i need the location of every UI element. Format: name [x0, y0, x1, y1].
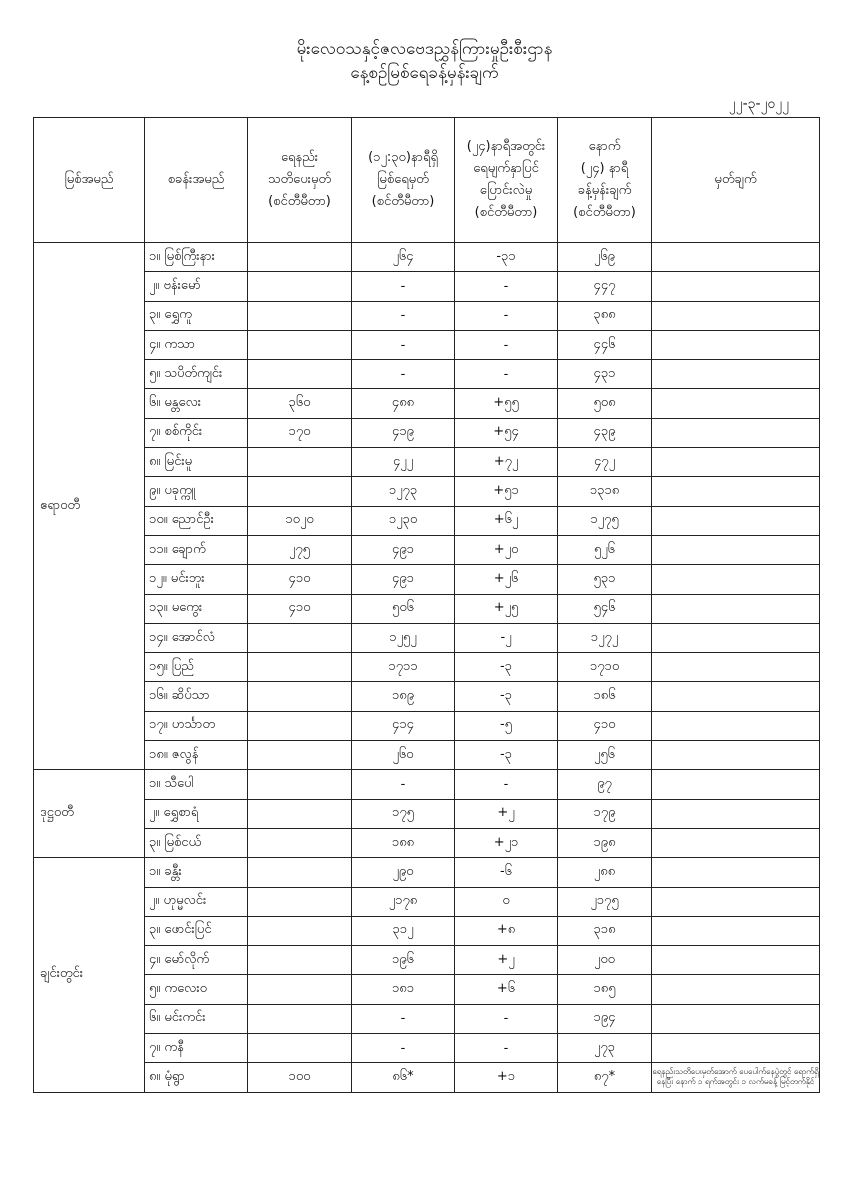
- danger-level: [248, 946, 352, 975]
- station-name: ၁၄။ အောင်လံ: [145, 623, 248, 652]
- remark-cell: [652, 243, 820, 272]
- header-remarks: မှတ်ချက်: [652, 118, 820, 243]
- forecast-level: ၉၇: [558, 770, 652, 799]
- river-name: ဒုဋ္ဌဝတီ: [34, 770, 145, 858]
- danger-level: [248, 448, 352, 477]
- forecast-level: ၄၁၀: [558, 711, 652, 740]
- forecast-level: ၁၉၄: [558, 1004, 652, 1033]
- remark-cell: [652, 711, 820, 740]
- danger-level: ၂၇၅: [248, 535, 352, 564]
- forecast-level: ၅၃၁: [558, 565, 652, 594]
- table-row: [34, 272, 820, 301]
- station-name: ၁၂။ မင်းဘူး: [145, 565, 248, 594]
- table-row: [34, 565, 820, 594]
- table-row: [34, 1034, 820, 1063]
- forecast-level: ၁၂၇၅: [558, 506, 652, 535]
- forecast-level: ၂၇၃: [558, 1034, 652, 1063]
- current-level: ၄၁၄: [352, 711, 455, 740]
- level-change: +၅၁: [455, 477, 558, 506]
- remark-cell: [652, 330, 820, 359]
- table-row: [34, 1004, 820, 1033]
- current-level: -: [352, 360, 455, 389]
- danger-level: ၄၁၀: [248, 565, 352, 594]
- current-level: ၁၂၃၀: [352, 506, 455, 535]
- station-name: ၃။ ရွှေကူ: [145, 301, 248, 330]
- danger-level: [248, 330, 352, 359]
- level-change: +၂: [455, 946, 558, 975]
- table-row: [34, 301, 820, 330]
- river-name: ဧရာဝတီ: [34, 243, 145, 770]
- station-name: ၁၃။ မကွေး: [145, 594, 248, 623]
- forecast-level: ၁၇၁၀: [558, 653, 652, 682]
- danger-level: [248, 1004, 352, 1033]
- table-row: [34, 389, 820, 418]
- level-change: +၂၅: [455, 594, 558, 623]
- station-name: ၁၁။ ချောက်: [145, 535, 248, 564]
- level-change: -၃: [455, 682, 558, 711]
- station-name: ၂။ ဗန်းမော်: [145, 272, 248, 301]
- current-level: -: [352, 1034, 455, 1063]
- danger-level: [248, 711, 352, 740]
- current-level: ၂၆၄: [352, 243, 455, 272]
- table-row: [34, 448, 820, 477]
- current-level: -: [352, 770, 455, 799]
- level-change: +၁: [455, 1063, 558, 1092]
- current-level: ၁၂၅၂: [352, 623, 455, 652]
- header-change: (၂၄)နာရီအတွင်း ရေမျက်နှာပြင် ပြောင်းလဲမှု (စင်တီမီတာ): [455, 118, 558, 243]
- danger-level: ၃၆၀: [248, 389, 352, 418]
- remark-cell: [652, 828, 820, 857]
- station-name: ၅။ သပိတ်ကျင်း: [145, 360, 248, 389]
- remark-cell: [652, 535, 820, 564]
- current-level: ၁၉၆: [352, 946, 455, 975]
- danger-level: [248, 828, 352, 857]
- forecast-level: ၃၁၈: [558, 916, 652, 945]
- danger-level: [248, 272, 352, 301]
- current-level: ၅၀၆: [352, 594, 455, 623]
- level-change: -၃၁: [455, 243, 558, 272]
- station-name: ၁၇။ ဟင်္သာတ: [145, 711, 248, 740]
- current-level: ၈၆*: [352, 1063, 455, 1092]
- report-date: ၂၂-၃-၂၀၂၂: [728, 96, 790, 112]
- header-danger-level: ရေနည်း သတိပေးမှတ် (စင်တီမီတာ): [248, 118, 352, 243]
- station-name: ၇။ စစ်ကိုင်း: [145, 418, 248, 447]
- current-level: -: [352, 330, 455, 359]
- forecast-level: ၂၈၈: [558, 858, 652, 887]
- level-change: -: [455, 330, 558, 359]
- remark-cell: [652, 887, 820, 916]
- danger-level: [248, 477, 352, 506]
- table-row: [34, 653, 820, 682]
- remark-cell: [652, 565, 820, 594]
- level-change: +၅၄: [455, 418, 558, 447]
- table-row: [34, 594, 820, 623]
- station-name: ၉။ ပခုက္ကူ: [145, 477, 248, 506]
- station-name: ၄။ ကသာ: [145, 330, 248, 359]
- level-change: -၆: [455, 858, 558, 887]
- level-change: +၆: [455, 975, 558, 1004]
- forecast-level: ၃၈၈: [558, 301, 652, 330]
- table-row: [34, 916, 820, 945]
- forecast-level: ၅၄၆: [558, 594, 652, 623]
- level-change: -၅: [455, 711, 558, 740]
- remark-cell: [652, 682, 820, 711]
- level-change: -၃: [455, 741, 558, 770]
- remark-cell: [652, 946, 820, 975]
- station-name: ၁၆။ ဆိပ်သာ: [145, 682, 248, 711]
- remark-cell: [652, 1004, 820, 1033]
- current-level: ၄၁၉: [352, 418, 455, 447]
- level-change: +၈: [455, 916, 558, 945]
- level-change: ၀: [455, 887, 558, 916]
- forecast-level: ၁၉၈: [558, 828, 652, 857]
- forecast-level: ၅၀၈: [558, 389, 652, 418]
- station-name: ၁။ ခန္တီး: [145, 858, 248, 887]
- current-level: ၁၈၈: [352, 828, 455, 857]
- level-change: +၅၅: [455, 389, 558, 418]
- danger-level: [248, 682, 352, 711]
- header-station: စခန်းအမည်: [145, 118, 248, 243]
- danger-level: [248, 770, 352, 799]
- level-change: +၆၂: [455, 506, 558, 535]
- level-change: -: [455, 272, 558, 301]
- header-forecast: နောက် (၂၄) နာရီ ခန့်မှန်းချက် (စင်တီမီတာ): [558, 118, 652, 243]
- forecast-level: ၁၇၉: [558, 799, 652, 828]
- station-name: ၆။ မင်းကင်း: [145, 1004, 248, 1033]
- danger-level: ၁၀၂၀: [248, 506, 352, 535]
- danger-level: ၁၇၀: [248, 418, 352, 447]
- station-name: ၃။ မြစ်ငယ်: [145, 828, 248, 857]
- level-change: +၂: [455, 799, 558, 828]
- station-name: ၈။ မုံရွာ: [145, 1063, 248, 1092]
- current-level: -: [352, 1004, 455, 1033]
- forecast-level: ၂၀၀: [558, 946, 652, 975]
- table-row: [34, 506, 820, 535]
- station-name: ၈။ မြင်းမူ: [145, 448, 248, 477]
- table-row: [34, 828, 820, 857]
- remark-cell: [652, 799, 820, 828]
- danger-level: [248, 887, 352, 916]
- station-name: ၁။ သီပေါ: [145, 770, 248, 799]
- current-level: ၄၉၁: [352, 565, 455, 594]
- level-change: +၂၀: [455, 535, 558, 564]
- danger-level: [248, 623, 352, 652]
- forecast-level: ၄၃၁: [558, 360, 652, 389]
- header-current-level: (၁၂:၃၀)နာရီရှိ မြစ်ရေမှတ် (စင်တီမီတာ): [352, 118, 455, 243]
- forecast-level: ၂၅၆: [558, 741, 652, 770]
- table-row: [34, 858, 820, 887]
- forecast-level: ၄၄၇: [558, 272, 652, 301]
- station-name: ၇။ ကနီ: [145, 1034, 248, 1063]
- forecast-level: ၂၁၇၅: [558, 887, 652, 916]
- current-level: ၂၆၀: [352, 741, 455, 770]
- remark-cell: [652, 975, 820, 1004]
- danger-level: [248, 653, 352, 682]
- station-name: ၂။ ဟုမ္မလင်း: [145, 887, 248, 916]
- remark-cell: [652, 360, 820, 389]
- table-row: [34, 711, 820, 740]
- table-row: [34, 477, 820, 506]
- danger-level: [248, 975, 352, 1004]
- header-river: မြစ်အမည်: [34, 118, 145, 243]
- header-row: [34, 118, 820, 243]
- table-row: [34, 799, 820, 828]
- remark-cell: ရေနည်းသတိပေးမှတ်အောက် ပေပေါက်နေပွဲတွင် ရောက်ရှိနေပြီး နောက် ၁ ရက်အတွင်း ၁ လက်မခန့် မြင့်တက်နိုင်: [652, 1063, 820, 1092]
- current-level: ၄၈၈: [352, 389, 455, 418]
- remark-cell: [652, 301, 820, 330]
- table-row: [34, 946, 820, 975]
- table-row: [34, 360, 820, 389]
- forecast-level: ၂၆၉: [558, 243, 652, 272]
- current-level: ၁၇၅: [352, 799, 455, 828]
- table-row: [34, 770, 820, 799]
- danger-level: [248, 916, 352, 945]
- station-name: ၁၈။ ဇလွန်: [145, 741, 248, 770]
- table-row: [34, 1063, 820, 1092]
- table-row: [34, 418, 820, 447]
- level-change: -: [455, 770, 558, 799]
- station-name: ၄။ မော်လိုက်: [145, 946, 248, 975]
- danger-level: [248, 243, 352, 272]
- department-title: မိုးလေဝသနှင့်ဇလဗေဒညွှန်ကြားမှုဦးစီးဌာန: [296, 39, 553, 59]
- remark-cell: [652, 623, 820, 652]
- station-name: ၅။ ကလေးဝ: [145, 975, 248, 1004]
- forecast-level: ၈၇*: [558, 1063, 652, 1092]
- forecast-level: ၁၈၅: [558, 975, 652, 1004]
- station-name: ၆။ မန္တလေး: [145, 389, 248, 418]
- level-change: +၂၁: [455, 828, 558, 857]
- table-body: [34, 243, 820, 1093]
- level-change: -၃: [455, 653, 558, 682]
- current-level: ၂၁၇၈: [352, 887, 455, 916]
- remark-cell: [652, 477, 820, 506]
- table-row: [34, 975, 820, 1004]
- remark-cell: [652, 272, 820, 301]
- table-row: [34, 682, 820, 711]
- current-level: ၁၈၉: [352, 682, 455, 711]
- river-name: ချင်းတွင်း: [34, 858, 145, 1092]
- danger-level: [248, 301, 352, 330]
- level-change: +၂၆: [455, 565, 558, 594]
- station-name: ၁။ မြစ်ကြီးနား: [145, 243, 248, 272]
- current-level: -: [352, 301, 455, 330]
- remark-cell: [652, 741, 820, 770]
- station-name: ၂။ ရွှေစာရံ: [145, 799, 248, 828]
- remark-cell: [652, 916, 820, 945]
- forecast-level: ၁၂၇၂: [558, 623, 652, 652]
- level-change: -: [455, 360, 558, 389]
- danger-level: [248, 799, 352, 828]
- danger-level: ၁၀၀: [248, 1063, 352, 1092]
- table-row: [34, 535, 820, 564]
- current-level: ၁၂၇၃: [352, 477, 455, 506]
- current-level: ၁၇၁၁: [352, 653, 455, 682]
- current-level: ၃၁၂: [352, 916, 455, 945]
- remark-cell: [652, 389, 820, 418]
- table-row: [34, 887, 820, 916]
- forecast-level: ၅၂၆: [558, 535, 652, 564]
- remark-cell: [652, 418, 820, 447]
- remark-cell: [652, 448, 820, 477]
- current-level: -: [352, 272, 455, 301]
- level-change: -: [455, 1004, 558, 1033]
- table-row: [34, 243, 820, 272]
- remark-cell: [652, 1034, 820, 1063]
- current-level: ၂၉၀: [352, 858, 455, 887]
- forecast-level: ၄၃၉: [558, 418, 652, 447]
- remark-cell: [652, 653, 820, 682]
- station-name: ၃။ ဖောင်းပြင်: [145, 916, 248, 945]
- current-level: ၄၉၁: [352, 535, 455, 564]
- level-change: +၇၂: [455, 448, 558, 477]
- forecast-level: ၁၈၆: [558, 682, 652, 711]
- danger-level: [248, 741, 352, 770]
- danger-level: [248, 858, 352, 887]
- remark-cell: [652, 594, 820, 623]
- table-row: [34, 623, 820, 652]
- remark-cell: [652, 506, 820, 535]
- level-change: -၂: [455, 623, 558, 652]
- remark-cell: [652, 858, 820, 887]
- forecast-level: ၁၃၁၈: [558, 477, 652, 506]
- remark-cell: [652, 770, 820, 799]
- level-change: -: [455, 1034, 558, 1063]
- level-change: -: [455, 301, 558, 330]
- station-name: ၁၅။ ပြည်: [145, 653, 248, 682]
- current-level: ၁၈၁: [352, 975, 455, 1004]
- station-name: ၁၀။ ညောင်ဦး: [145, 506, 248, 535]
- current-level: ၄၂၂: [352, 448, 455, 477]
- danger-level: [248, 360, 352, 389]
- forecast-level: ၄၄၆: [558, 330, 652, 359]
- report-title: နေ့စဉ်မြစ်ရေခန့်မှန်းချက်: [350, 63, 499, 83]
- table-row: [34, 330, 820, 359]
- river-forecast-table: [33, 117, 820, 1093]
- danger-level: ၄၁၀: [248, 594, 352, 623]
- table-row: [34, 741, 820, 770]
- danger-level: [248, 1034, 352, 1063]
- forecast-level: ၄၇၂: [558, 448, 652, 477]
